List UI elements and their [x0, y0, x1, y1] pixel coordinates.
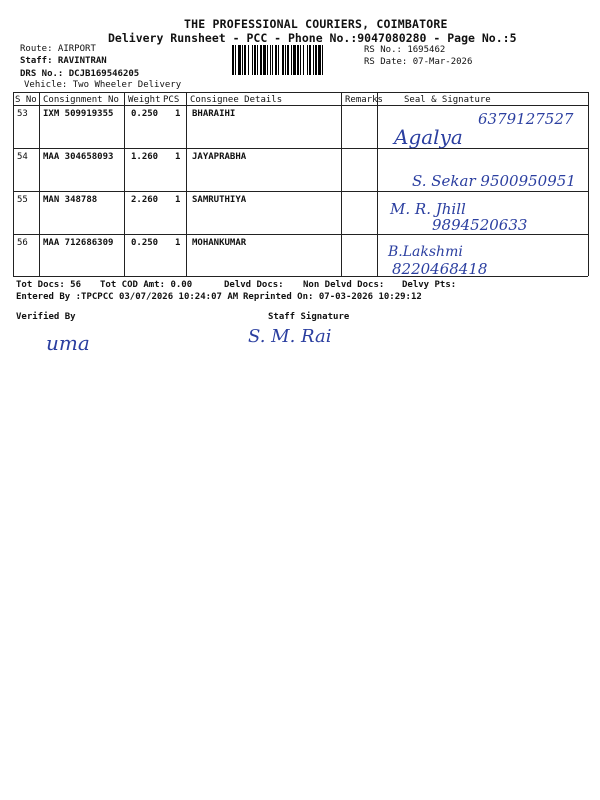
tot-docs: Tot Docs: 56: [16, 280, 82, 290]
rs-number: RS No.: 1695462: [364, 45, 446, 55]
row-consignee: JAYAPRABHA: [192, 152, 247, 162]
vehicle-label: Vehicle: Two Wheeler Delivery: [24, 80, 182, 90]
signature-row-54: [380, 166, 595, 192]
col-header-pcs: PCS: [163, 95, 180, 105]
row-consignment: MAA 304658093: [43, 152, 114, 162]
svg-text:S. M. Rai: S. M. Rai: [248, 326, 332, 347]
entered-by: Entered By :TPCPCC 03/07/2026 10:24:07 AM: [16, 292, 239, 302]
handwritten-name-phone: S. Sekar 9500950951: [412, 172, 576, 190]
row-sno: 55: [17, 195, 28, 205]
handwritten-phone: 6379127527: [478, 110, 574, 128]
signature-row-56: [380, 240, 580, 278]
row-weight: 2.260: [131, 195, 159, 205]
signature-row-55: [380, 198, 595, 234]
tot-cod-amount: Tot COD Amt: 0.00: [100, 280, 193, 290]
row-consignment: IXM 509919355: [43, 109, 114, 119]
col-header-seal: Seal & Signature: [404, 95, 491, 105]
col-header-consignee: Consignee Details: [190, 95, 283, 105]
row-sno: 56: [17, 238, 28, 248]
handwritten-phone: 8220468418: [392, 260, 488, 278]
handwritten-sign: Agalya: [394, 125, 463, 149]
rs-date: RS Date: 07-Mar-2026: [364, 57, 473, 67]
delivered-docs: Delvd Docs:: [224, 280, 284, 290]
col-header-sno: S No: [15, 95, 37, 105]
handwritten-name: M. R. Jhill: [390, 200, 466, 218]
svg-text:uma: uma: [46, 331, 90, 355]
col-header-remarks: Remarks: [345, 95, 383, 105]
row-pcs: 1: [175, 238, 181, 248]
signature-row-53: [380, 108, 590, 150]
row-consignee: SAMRUTHIYA: [192, 195, 247, 205]
row-weight: 0.250: [131, 238, 159, 248]
row-pcs: 1: [175, 152, 181, 162]
company-name: THE PROFESSIONAL COURIERS, COIMBATORE: [184, 17, 448, 31]
verified-signature: [40, 326, 120, 358]
col-header-consignment: Consignment No: [43, 95, 119, 105]
verified-by-label: Verified By: [16, 312, 76, 322]
row-consignment: MAN 348788: [43, 195, 98, 205]
row-pcs: 1: [175, 195, 181, 205]
col-header-weight: Weight: [128, 95, 161, 105]
row-consignee: MOHANKUMAR: [192, 238, 247, 248]
handwritten-name: B.Lakshmi: [388, 244, 463, 260]
row-consignment: MAA 712686309: [43, 238, 114, 248]
row-weight: 1.260: [131, 152, 159, 162]
delivery-points: Delvy Pts:: [402, 280, 457, 290]
barcode: [232, 45, 360, 75]
reprinted-on: Reprinted On: 07-03-2026 10:29:12: [243, 292, 422, 302]
non-delivered-docs: Non Delvd Docs:: [303, 280, 385, 290]
row-weight: 0.250: [131, 109, 159, 119]
staff-signature: [244, 318, 364, 350]
row-consignee: BHARAIHI: [192, 109, 236, 119]
handwritten-phone: 9894520633: [432, 216, 528, 234]
row-sno: 54: [17, 152, 28, 162]
staff-label: Staff: RAVINTRAN: [20, 56, 107, 66]
row-pcs: 1: [175, 109, 181, 119]
drs-number: DRS No.: DCJB169546205: [20, 69, 140, 79]
row-sno: 53: [17, 109, 28, 119]
staff-signature-label: Staff Signature: [268, 312, 350, 322]
route-label: Route: AIRPORT: [20, 44, 96, 54]
runsheet-title: Delivery Runsheet - PCC - Phone No.:9047080280 - Page No.:5: [108, 31, 517, 45]
